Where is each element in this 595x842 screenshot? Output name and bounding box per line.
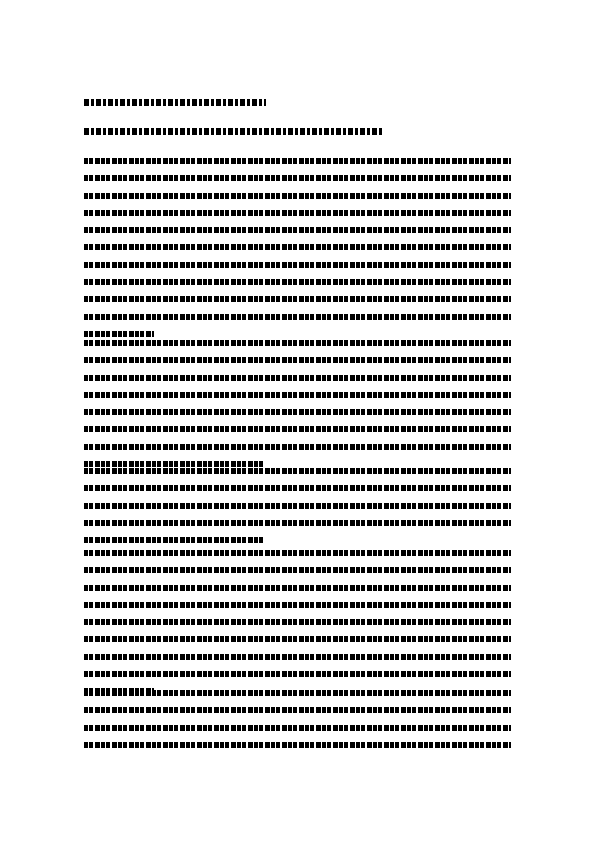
- paragraph-5: [84, 690, 511, 759]
- document-subheading: [84, 128, 382, 135]
- paragraph-2: [84, 340, 511, 478]
- paragraph-3: [84, 468, 511, 554]
- paragraph-4: [84, 550, 511, 706]
- paragraph-1: [84, 158, 511, 348]
- document-heading: [84, 99, 266, 106]
